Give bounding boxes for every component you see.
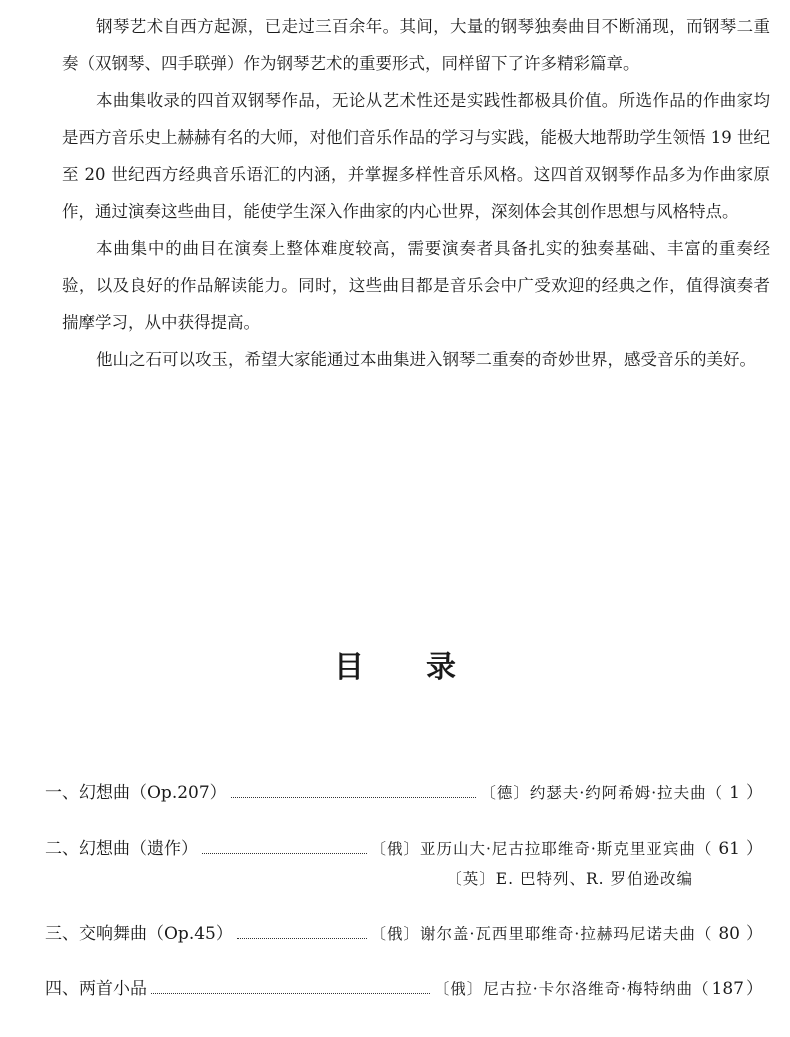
preface-paragraph: 钢琴艺术自西方起源，已走过三百余年。其间，大量的钢琴独奏曲目不断涌现，而钢琴二重奏（双钢琴、四手联弹）作为钢琴艺术的重要形式，同样留下了许多精彩篇章。 [62,17,770,73]
toc-entry-title: 二、幻想曲（遗作） [45,839,198,859]
toc-entry-title: 一、幻想曲（Op.207） [45,783,227,803]
preface-paragraph: 他山之石可以攻玉，希望大家能通过本曲集进入钢琴二重奏的奇妙世界，感受音乐的美好。 [96,350,756,369]
leader-dots [231,797,477,798]
toc-entry-page: 80 [718,924,740,944]
toc-entry[interactable] [45,919,763,944]
toc-entry-composer: 〔德〕约瑟夫·约阿希姆·拉夫曲（ [480,784,724,802]
toc-entry[interactable] [45,778,763,803]
leader-dots [237,938,367,939]
toc-entry[interactable] [45,834,763,859]
toc-entry-title: 三、交响舞曲（Op.45） [45,924,233,944]
toc-entry-composer: 〔俄〕谢尔盖·瓦西里耶维奇·拉赫玛尼诺夫曲（ [370,925,713,943]
toc-entry-composer: 〔俄〕亚历山大·尼古拉耶维奇·斯克里亚宾曲（ [370,840,713,858]
preface-text [62,8,770,378]
toc-entry-page: 187 [711,979,744,999]
preface-paragraph: 本曲集中的曲目在演奏上整体难度较高，需要演奏者具备扎实的独奏基础、丰富的重奏经验，以及良好的作品解读能力。同时，这些曲目都是音乐会中广受欢迎的经典之作，值得演奏者揣摩学习，从中获得提高。 [62,239,770,332]
toc-entry-close: ） [746,839,763,859]
toc-entry-title: 四、两首小品 [45,979,147,999]
toc-heading-char: 目 [334,650,364,685]
toc-heading [0,642,790,686]
toc-entry-page: 61 [718,839,740,859]
leader-dots [151,993,430,994]
toc-entry-close: ） [746,783,763,803]
toc-entry-arranger: 〔英〕E. 巴特列、R. 罗伯逊改编 [446,870,693,888]
toc-entry-close: ） [746,979,763,999]
leader-dots [202,853,367,854]
toc-entry-composer: 〔俄〕尼古拉·卡尔洛维奇·梅特纳曲（ [433,980,710,998]
toc-entry-page: 1 [729,783,740,803]
toc-entry-close: ） [746,924,763,944]
toc-entry[interactable] [45,974,763,999]
toc-heading-char: 录 [426,650,456,685]
preface-paragraph: 本曲集收录的四首双钢琴作品，无论从艺术性还是实践性都极具价值。所选作品的作曲家均是西方音乐史上赫赫有名的大师，对他们音乐作品的学习与实践，能极大地帮助学生领悟 19 世纪至 20 世纪西方经典音乐语汇的内涵，并掌握多样性音乐风格。这四首双钢琴作品多为作曲家原作，通过演奏这些曲目，能使学生深入作曲家的内心世界，深刻体会其创作思想与风格特点。 [62,91,770,221]
